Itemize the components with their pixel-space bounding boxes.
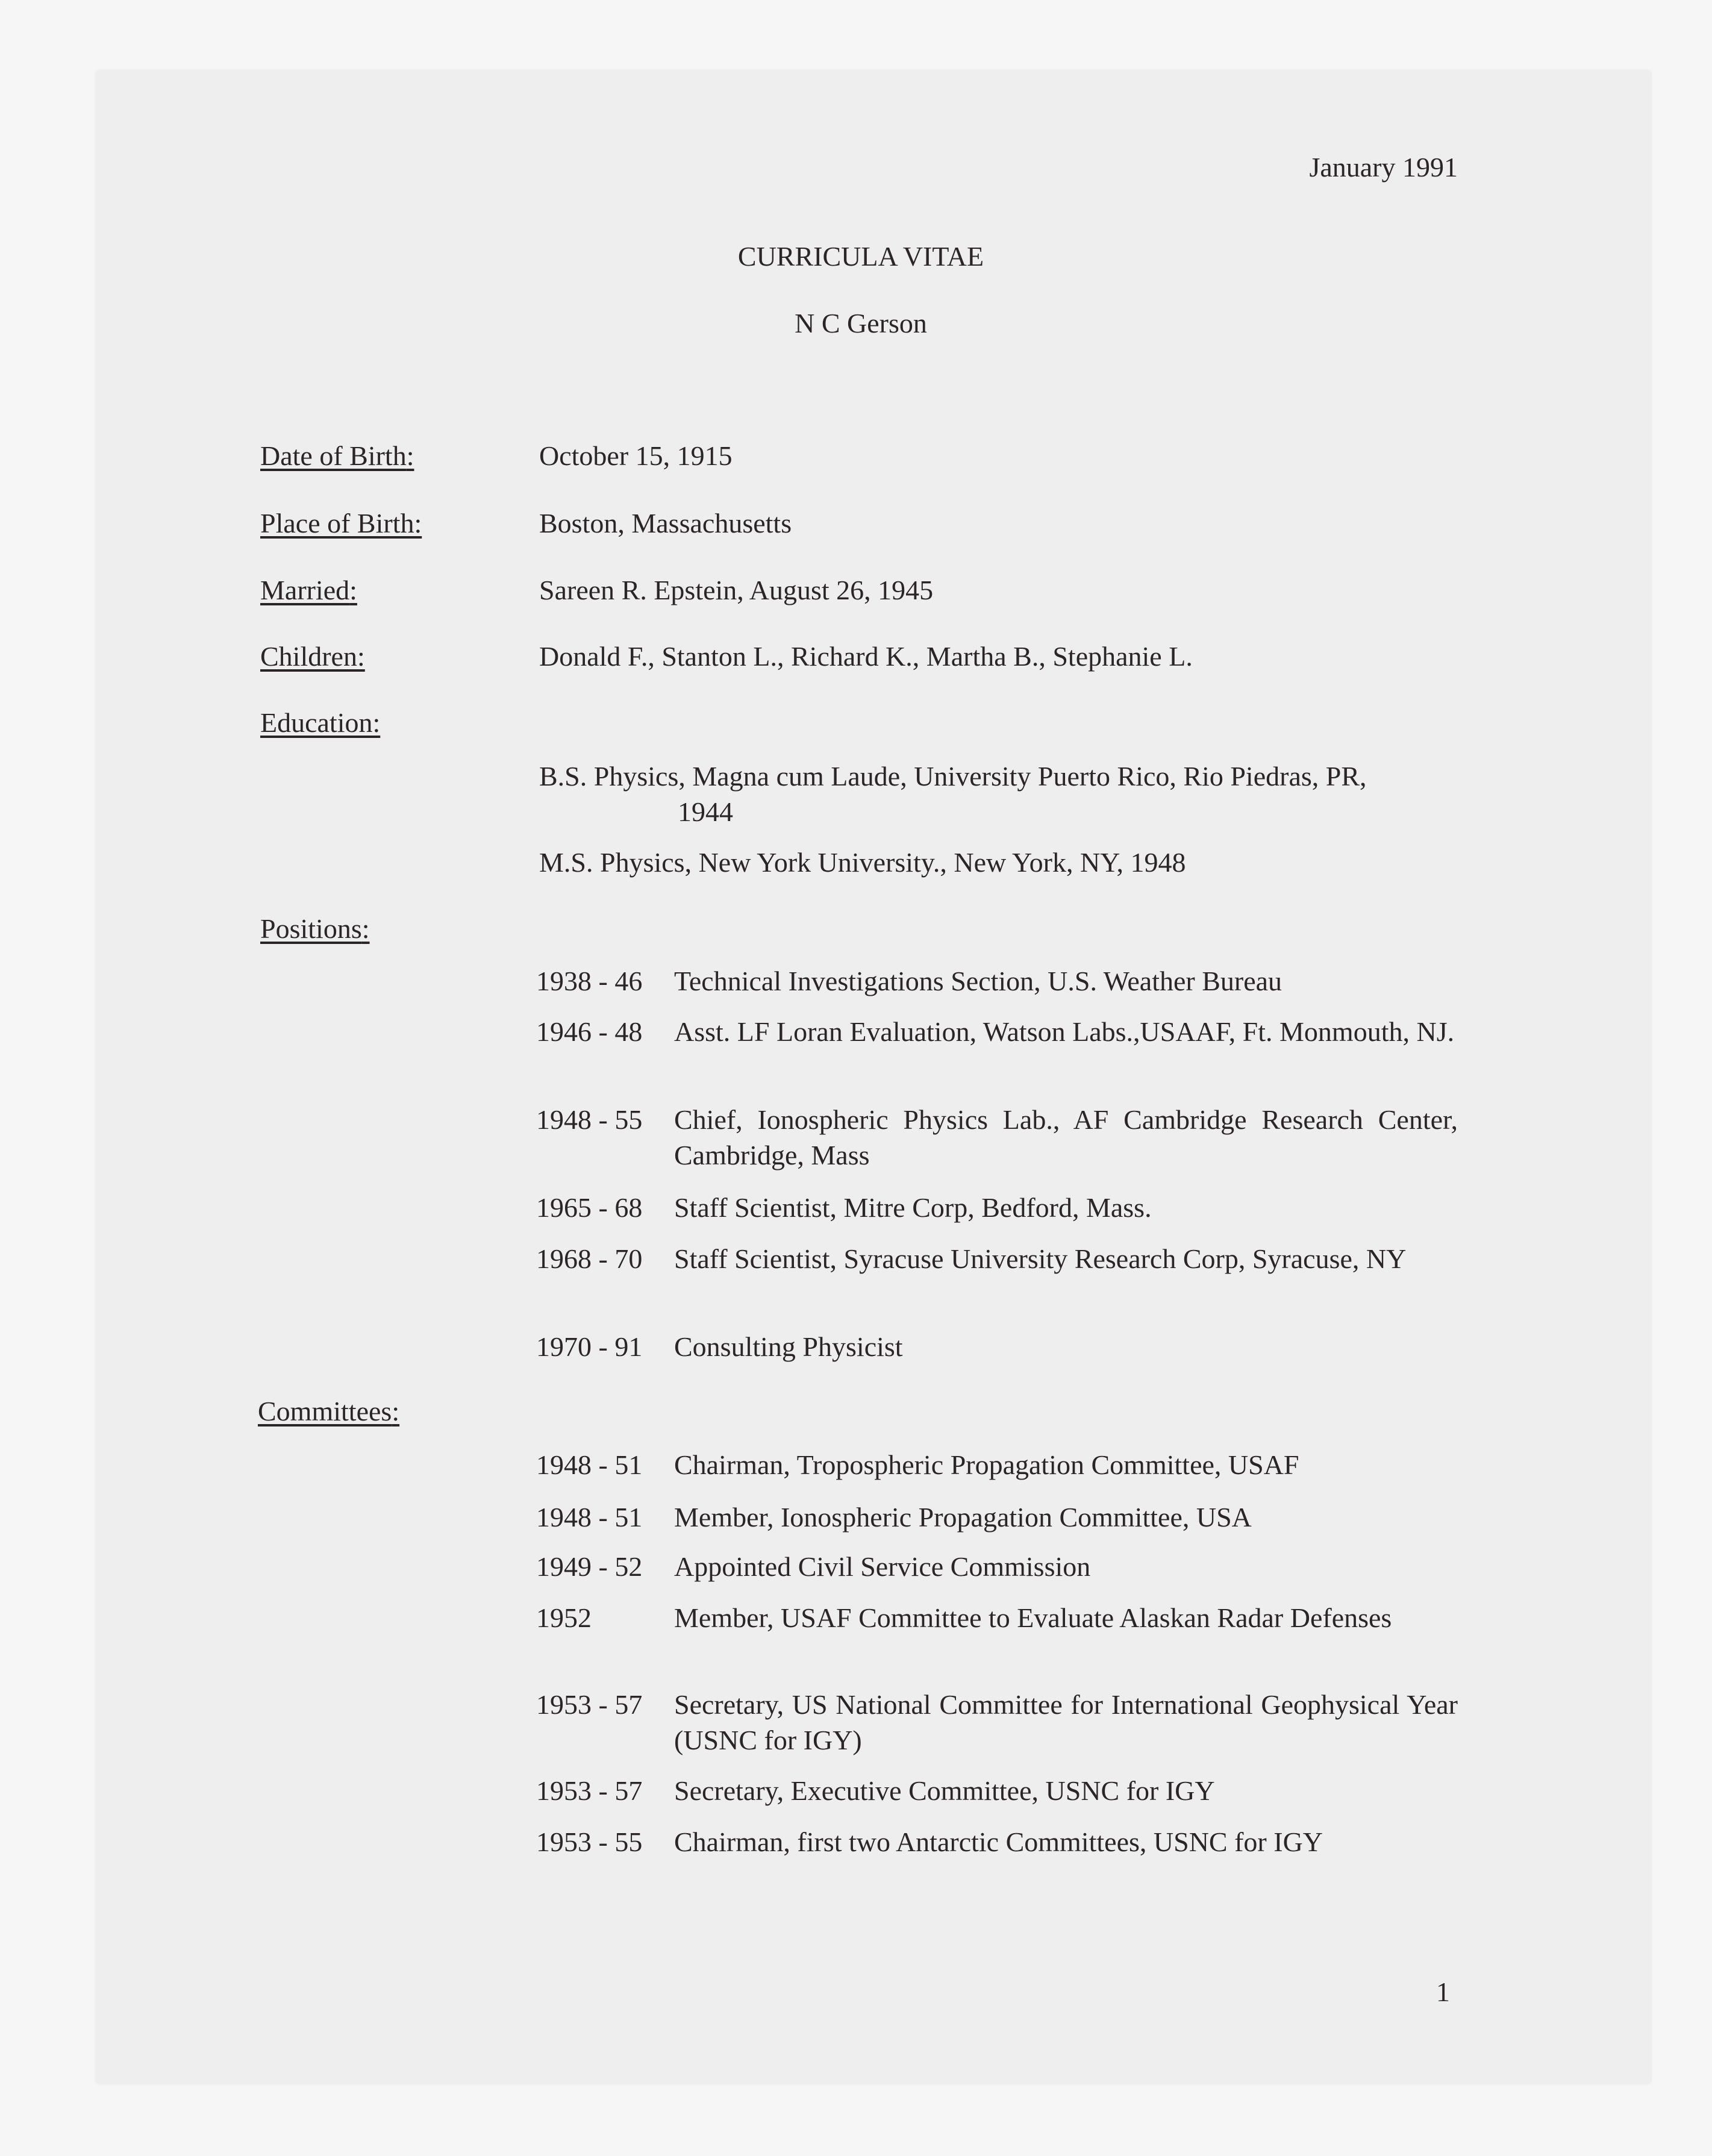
committee-years: 1953 - 57 xyxy=(536,1775,643,1806)
value-date-of-birth: October 15, 1915 xyxy=(539,440,733,471)
position-years: 1965 - 68 xyxy=(536,1192,643,1223)
label-married: Married: xyxy=(260,575,357,605)
committee-description: Chairman, Tropospheric Propagation Committee, USAF xyxy=(674,1449,1299,1480)
position-description: Technical Investigations Section, U.S. Weather Bureau xyxy=(674,966,1282,996)
committee-description: Chairman, first two Antarctic Committees, USNC for IGY xyxy=(674,1826,1323,1857)
person-name: N C Gerson xyxy=(795,308,927,339)
committee-description: Appointed Civil Service Commission xyxy=(674,1551,1091,1582)
value-place-of-birth: Boston, Massachusetts xyxy=(539,508,792,539)
committee-description: Member, USAF Committee to Evaluate Alaskan Radar Defenses xyxy=(674,1602,1392,1633)
position-years: 1938 - 46 xyxy=(536,966,643,996)
position-years: 1948 - 55 xyxy=(536,1104,643,1135)
position-years: 1946 - 48 xyxy=(536,1016,643,1047)
committee-description: Secretary, US National Committee for International Geophysical Year (USNC for IGY) xyxy=(674,1689,1458,1755)
committee-years: 1952 xyxy=(536,1602,592,1633)
label-children: Children: xyxy=(260,641,365,672)
position-description: Chief, Ionospheric Physics Lab., AF Cambridge Research Center, Cambridge, Mass xyxy=(674,1104,1458,1170)
document-date: January 1991 xyxy=(1309,152,1458,183)
position-description: Staff Scientist, Mitre Corp, Bedford, Mass. xyxy=(674,1192,1152,1223)
value-children: Donald F., Stanton L., Richard K., Martha B., Stephanie L. xyxy=(539,641,1193,672)
education-item: B.S. Physics, Magna cum Laude, University Puerto Rico, Rio Piedras, PR, 1944 xyxy=(539,761,1367,827)
label-date-of-birth: Date of Birth: xyxy=(260,440,414,471)
document-title: CURRICULA VITAE xyxy=(737,241,984,272)
committee-years: 1953 - 57 xyxy=(536,1689,643,1720)
committee-years: 1948 - 51 xyxy=(536,1502,643,1533)
label-education: Education: xyxy=(260,707,381,738)
label-place-of-birth: Place of Birth: xyxy=(260,508,422,539)
committee-years: 1953 - 55 xyxy=(536,1826,643,1857)
label-committees: Committees: xyxy=(258,1396,400,1426)
position-years: 1968 - 70 xyxy=(536,1243,643,1274)
committee-description: Member, Ionospheric Propagation Committee, USA xyxy=(674,1502,1252,1533)
committee-years: 1949 - 52 xyxy=(536,1551,643,1582)
position-description: Asst. LF Loran Evaluation, Watson Labs.,USAAF, Ft. Monmouth, NJ. xyxy=(674,1016,1455,1047)
committee-years: 1948 - 51 xyxy=(536,1449,643,1480)
label-positions: Positions: xyxy=(260,913,370,944)
position-description: Consulting Physicist xyxy=(674,1331,903,1362)
position-years: 1970 - 91 xyxy=(536,1331,643,1362)
page-number: 1 xyxy=(1436,1976,1450,2007)
value-married: Sareen R. Epstein, August 26, 1945 xyxy=(539,575,934,605)
position-description: Staff Scientist, Syracuse University Research Corp, Syracuse, NY xyxy=(674,1243,1407,1274)
education-item: M.S. Physics, New York University., New York, NY, 1948 xyxy=(539,847,1186,878)
committee-description: Secretary, Executive Committee, USNC for IGY xyxy=(674,1775,1215,1806)
